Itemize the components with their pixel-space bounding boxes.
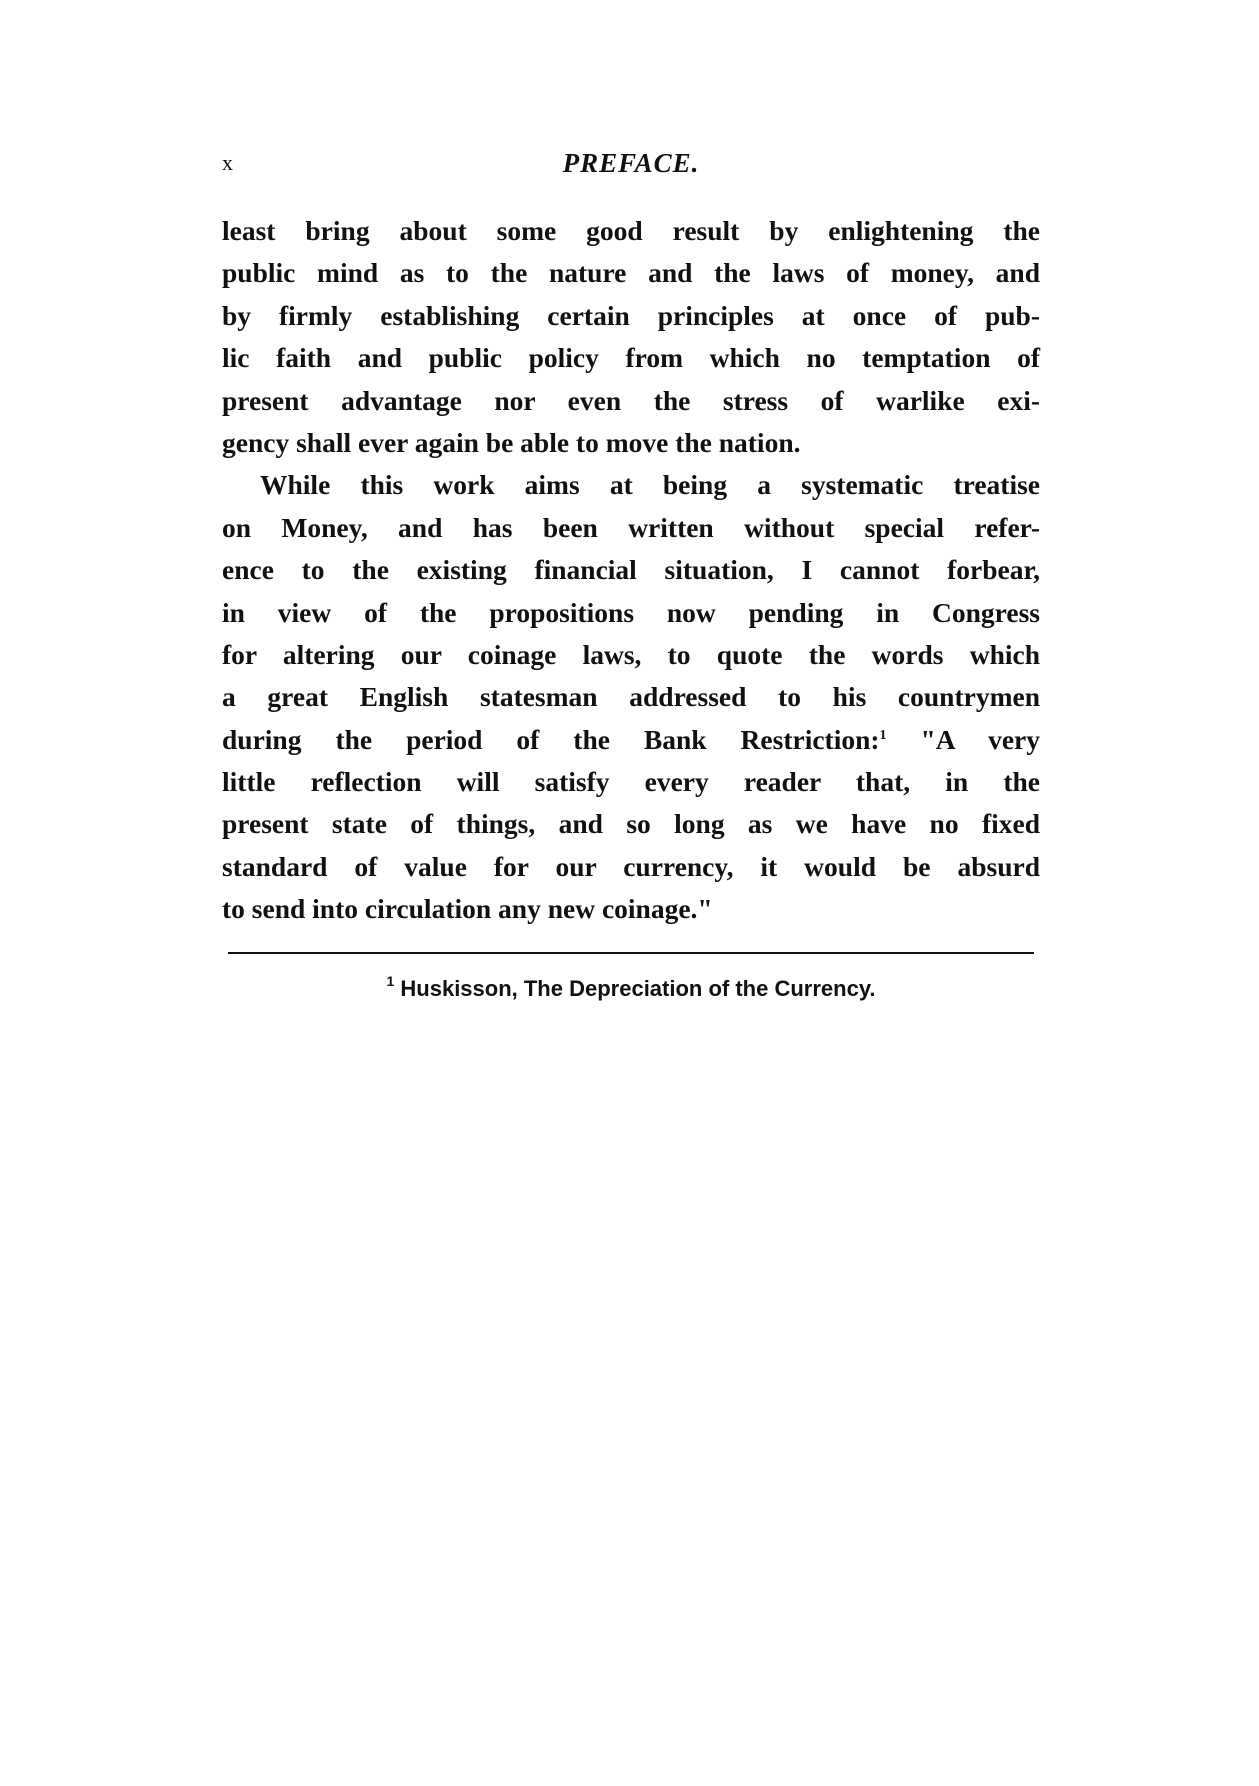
running-title: PREFACE. xyxy=(562,148,700,178)
footnote xyxy=(222,973,1040,1002)
text-segment: "A very xyxy=(920,723,1041,755)
text-line: present advantage nor even the stress of warlike exi- xyxy=(222,384,1040,416)
text-line: in view of the propositions now pending in Congress xyxy=(222,596,1040,628)
text-line: standard of value for our currency, it would be absurd xyxy=(222,850,1040,882)
text-line: lic faith and public policy from which no temptation of xyxy=(222,342,1040,374)
text-line: least bring about some good result by enlightening the xyxy=(222,215,1040,246)
running-head xyxy=(222,148,1040,188)
footnote-rule xyxy=(228,952,1034,954)
text-line: a great English statesman addressed to his countrymen xyxy=(222,681,1040,713)
text-line-with-footnote-ref xyxy=(222,719,1040,761)
page-number: x xyxy=(222,150,233,175)
text-line: While this work aims at being a systematic treatise xyxy=(260,469,1040,501)
text-line: ence to the existing financial situation, I cannot forbear, xyxy=(222,554,1040,586)
text-line: public mind as to the nature and the laws of money, and xyxy=(222,257,1040,289)
footnote-text: Huskisson, The Depreciation of the Currency. xyxy=(400,976,876,1001)
footnote-reference: 1 xyxy=(879,727,887,743)
text-line: little reflection will satisfy every reader that, in the xyxy=(222,766,1040,798)
text-line: to send into circulation any new coinage." xyxy=(222,893,713,925)
text-line: by firmly establishing certain principles at once of pub- xyxy=(222,299,1040,331)
text-line: on Money, and has been written without special refer- xyxy=(222,511,1040,543)
text-line: gency shall ever again be able to move the nation. xyxy=(222,426,801,458)
text-line: present state of things, and so long as we have no fixed xyxy=(222,808,1040,840)
footnote-marker: 1 xyxy=(386,973,395,989)
text-segment: during the period of the Bank Restriction: xyxy=(222,723,880,755)
body-text xyxy=(222,210,1040,931)
text-line: for altering our coinage laws, to quote the words which xyxy=(222,638,1040,670)
